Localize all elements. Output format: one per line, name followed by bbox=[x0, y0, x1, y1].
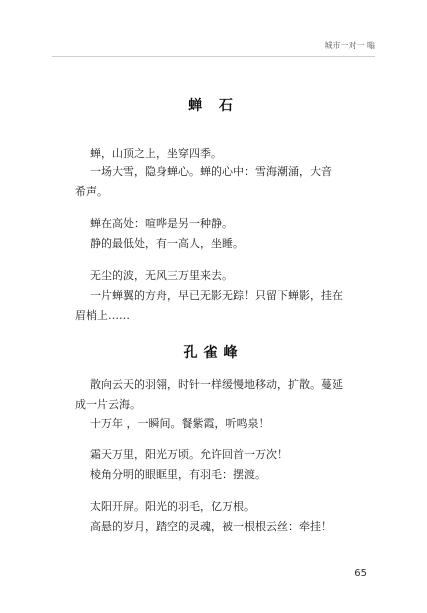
poem-line: 太阳开屏。阳光的羽毛，亿万根。 bbox=[90, 500, 255, 513]
poem-line: 蝉在高处：喧哗是另一种静。 bbox=[90, 217, 233, 230]
poem-title: 蝉 石 bbox=[188, 98, 239, 114]
poem-line: 无尘的波，无风三万里来去。 bbox=[90, 269, 233, 282]
poem-line: 一场大雪，隐身蝉心。蝉的心中：雪海潮涌，大音 bbox=[90, 165, 332, 178]
poem-line: 十万年 ，一瞬间。餐紫霞，听鸣泉！ bbox=[90, 417, 270, 430]
poem-title: 孔雀峰 bbox=[183, 345, 244, 361]
running-head: 城市一对一 嗡 bbox=[324, 41, 375, 50]
poem-line: 一片蝉翼的方舟，早已无影无踪！只留下蝉影，挂在 bbox=[90, 289, 343, 302]
poem-line: 希声。 bbox=[75, 185, 108, 198]
header-rule bbox=[52, 56, 375, 57]
poem-line: 眉梢上…… bbox=[75, 309, 130, 322]
poem-line: 成一片云海。 bbox=[75, 398, 141, 411]
poem-line: 散向云天的羽翎，时针一样缓慢地移动，扩散。蔓延 bbox=[90, 378, 343, 391]
poem-line: 蝉，山顶之上，坐穿四季。 bbox=[90, 147, 222, 160]
poem-line: 静的最低处，有一高人，坐睡。 bbox=[90, 237, 244, 250]
poem-line: 棱角分明的眼眶里，有羽毛：摆渡。 bbox=[90, 468, 266, 481]
poem-line: 高悬的岁月，踏空的灵魂，被一根根云丝：牵挂！ bbox=[90, 520, 332, 533]
page-number: 65 bbox=[354, 568, 367, 579]
poem-line: 霜天万里，阳光万顷。允许回首一万次！ bbox=[90, 448, 288, 461]
